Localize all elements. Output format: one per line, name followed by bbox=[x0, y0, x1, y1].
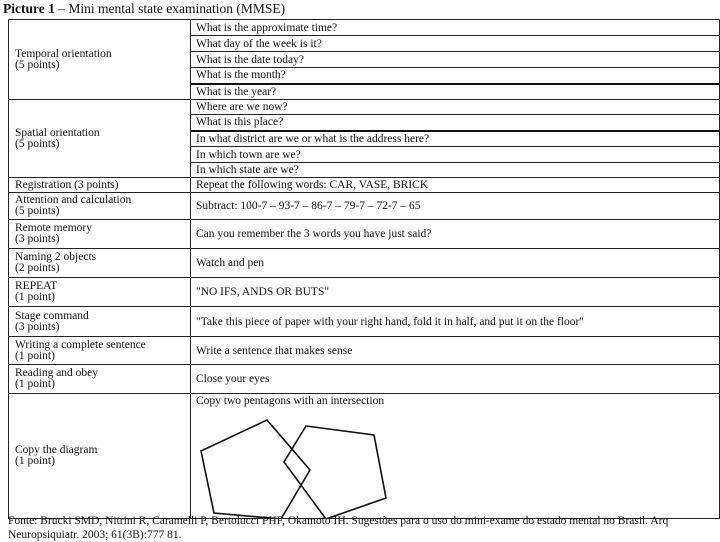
question-cell: Write a sentence that makes sense bbox=[191, 337, 720, 365]
label-line: (1 point) bbox=[15, 378, 55, 390]
label-line: (5 points) bbox=[15, 205, 60, 217]
question-cell: Where are we now? bbox=[191, 100, 720, 115]
label-line: (2 points) bbox=[15, 262, 60, 274]
question-cell: Close your eyes bbox=[191, 365, 720, 394]
label-line: Attention and calculation bbox=[15, 194, 132, 206]
question-cell: "Take this piece of paper with your right hand, fold it in half, and put it on the floor" bbox=[191, 307, 720, 337]
table-row bbox=[9, 307, 720, 337]
label-line: (5 points) bbox=[15, 58, 60, 71]
section-label bbox=[9, 278, 191, 307]
label-line: (3 points) bbox=[15, 320, 60, 333]
section-label bbox=[9, 394, 191, 519]
question-cell: In which state are we? bbox=[191, 163, 720, 178]
mmse-table bbox=[8, 19, 720, 519]
section-label bbox=[9, 20, 191, 100]
label-line: (3 points) bbox=[15, 233, 60, 245]
page-title: Picture 1 – Mini mental state examination (MMSE) bbox=[3, 1, 286, 16]
label-line: Naming 2 objects bbox=[15, 251, 97, 263]
section-label bbox=[9, 249, 191, 278]
question-cell: What day of the week is it? bbox=[191, 36, 720, 52]
label-line: Remote memory bbox=[15, 222, 92, 234]
section-label bbox=[9, 365, 191, 394]
label-line: REPEAT bbox=[15, 280, 58, 292]
table-row bbox=[9, 394, 720, 519]
question-cell: Can you remember the 3 words you have just said? bbox=[191, 220, 720, 249]
section-label bbox=[9, 307, 191, 337]
section-label bbox=[9, 178, 191, 193]
label-line: Stage command bbox=[15, 309, 89, 322]
question-cell: Repeat the following words: CAR, VASE, BRICK bbox=[191, 178, 720, 193]
question-cell: Copy two pentagons with an intersection bbox=[196, 394, 385, 407]
table-row bbox=[9, 278, 720, 307]
label-line: (1 point) bbox=[15, 455, 55, 467]
question-cell: In which town are we? bbox=[191, 147, 720, 163]
label-line: Spatial orientation bbox=[15, 126, 100, 139]
question-cell: What is this place? bbox=[191, 115, 720, 131]
question-cell: Watch and pen bbox=[191, 249, 720, 278]
question-cell: What is the month? bbox=[191, 68, 720, 84]
section-label bbox=[9, 193, 191, 220]
table-row bbox=[9, 20, 720, 36]
question-cell: What is the date today? bbox=[191, 52, 720, 68]
table-row bbox=[9, 337, 720, 365]
pentagon-left bbox=[201, 420, 310, 518]
table-row bbox=[9, 100, 720, 115]
intersecting-pentagons-diagram bbox=[196, 408, 416, 518]
label-line: Copy the diagram bbox=[15, 444, 98, 456]
table-row bbox=[9, 365, 720, 394]
pentagon-right bbox=[284, 426, 386, 518]
label-line: (1 point) bbox=[15, 349, 55, 362]
question-cell: What is the approximate time? bbox=[191, 20, 720, 36]
question-cell: In what district are we or what is the address here? bbox=[191, 131, 720, 147]
section-label bbox=[9, 220, 191, 249]
label-line: Writing a complete sentence bbox=[15, 338, 146, 351]
question-cell: What is the year? bbox=[191, 84, 720, 100]
table-row bbox=[9, 220, 720, 249]
label-line: Temporal orientation bbox=[15, 47, 112, 60]
section-label bbox=[9, 100, 191, 178]
table-row bbox=[9, 193, 720, 220]
question-cell: Subtract: 100-7 – 93-7 – 86-7 – 79-7 – 72-7 – 65 bbox=[191, 193, 720, 220]
label-line: Reading and obey bbox=[15, 367, 99, 379]
label-line: (5 points) bbox=[15, 137, 60, 150]
label-line: Registration (3 points) bbox=[15, 178, 119, 191]
table-row bbox=[9, 249, 720, 278]
question-cell: "NO IFS, ANDS OR BUTS" bbox=[191, 278, 720, 307]
label-line: (1 point) bbox=[15, 291, 55, 303]
source-citation: Fonte: Brucki SMD, Nitrini R, Caramelli P, Bertolucci PHF, Okamoto IH. Sugestões para o uso do mini-exame do estado mental no Brasil. Arq Neuropsiquiatr. 2003; 61(3B):777 81. bbox=[8, 515, 669, 541]
table-row bbox=[9, 178, 720, 193]
diagram-cell bbox=[191, 394, 720, 519]
section-label bbox=[9, 337, 191, 365]
